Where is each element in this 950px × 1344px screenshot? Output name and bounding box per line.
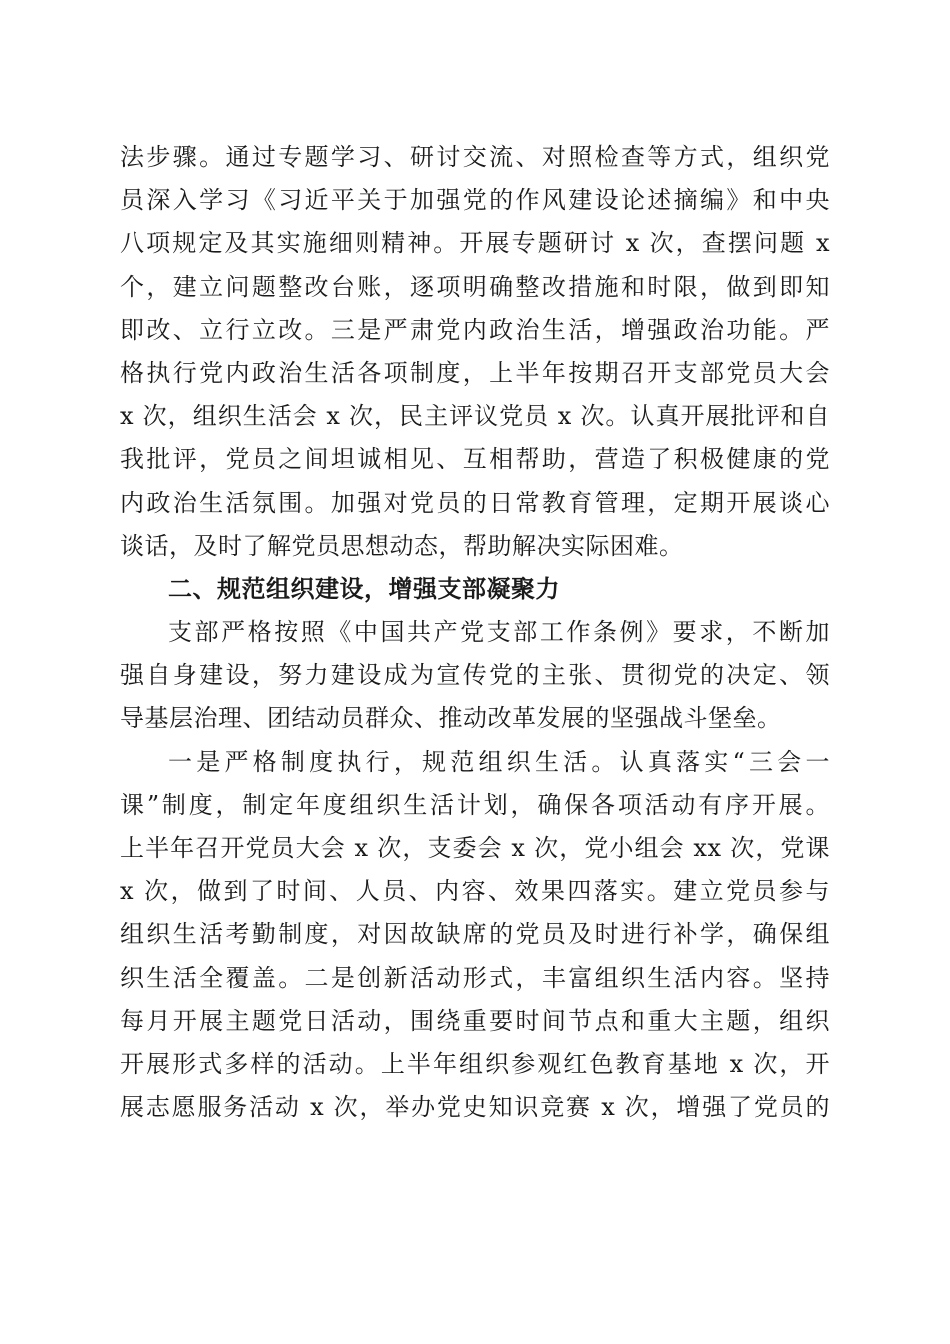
text-line: 即改、立行立改。三是严肃党内政治生活，增强政治功能。严 [120, 315, 830, 344]
text-line: 展志愿服务活动 x 次，举办党史知识竞赛 x 次，增强了党员的 [120, 1093, 830, 1122]
paragraph-organization-intro [120, 611, 830, 741]
text-line: 我批评，党员之间坦诚相见、互相帮助，营造了积极健康的党 [120, 445, 830, 474]
text-line: 谈话，及时了解党员思想动态，帮助解决实际困难。 [120, 531, 684, 560]
text-line: 组织生活考勤制度，对因故缺席的党员及时进行补学，确保组 [120, 920, 830, 949]
text-line: 一是严格制度执行，规范组织生活。认真落实“三会一 [168, 747, 830, 776]
text-line: 支部严格按照《中国共产党支部工作条例》要求，不断加 [168, 618, 830, 647]
text-line: 开展形式多样的活动。上半年组织参观红色教育基地 x 次，开 [120, 1049, 830, 1078]
text-line: 员深入学习《习近平关于加强党的作风建设论述摘编》和中央 [120, 186, 830, 215]
text-line: x 次，做到了时间、人员、内容、效果四落实。建立党员参与 [120, 877, 830, 906]
text-line: 法步骤。通过专题学习、研讨交流、对照检查等方式，组织党 [120, 143, 830, 171]
text-line: 内政治生活氛围。加强对党员的日常教育管理，定期开展谈心 [120, 488, 830, 517]
text-line: 八项规定及其实施细则精神。开展专题研讨 x 次，查摆问题 x [120, 229, 830, 258]
text-line: 个，建立问题整改台账，逐项明确整改措施和时限，做到即知 [120, 272, 830, 301]
paragraph-organization-life [120, 741, 830, 1130]
text-line: 导基层治理、团结动员群众、推动改革发展的坚强战斗堡垒。 [120, 704, 782, 733]
text-line: 每月开展主题党日活动，围绕重要时间节点和重大主题，组织 [120, 1006, 830, 1035]
text-line: 课”制度，制定年度组织生活计划，确保各项活动有序开展。 [120, 790, 830, 819]
section-heading: 二、规范组织建设，增强支部凝聚力 [168, 574, 560, 603]
text-line: 上半年召开党员大会 x 次，支委会 x 次，党小组会 xx 次，党课 [120, 834, 830, 862]
paragraph-work-style [120, 136, 830, 568]
document-body [120, 136, 830, 1129]
text-line: 织生活全覆盖。二是创新活动形式，丰富组织生活内容。坚持 [120, 963, 830, 992]
text-line: 格执行党内政治生活各项制度，上半年按期召开支部党员大会 [120, 358, 830, 387]
text-line: x 次，组织生活会 x 次，民主评议党员 x 次。认真开展批评和自 [120, 402, 830, 431]
text-line: 强自身建设，努力建设成为宣传党的主张、贯彻党的决定、领 [120, 661, 830, 690]
